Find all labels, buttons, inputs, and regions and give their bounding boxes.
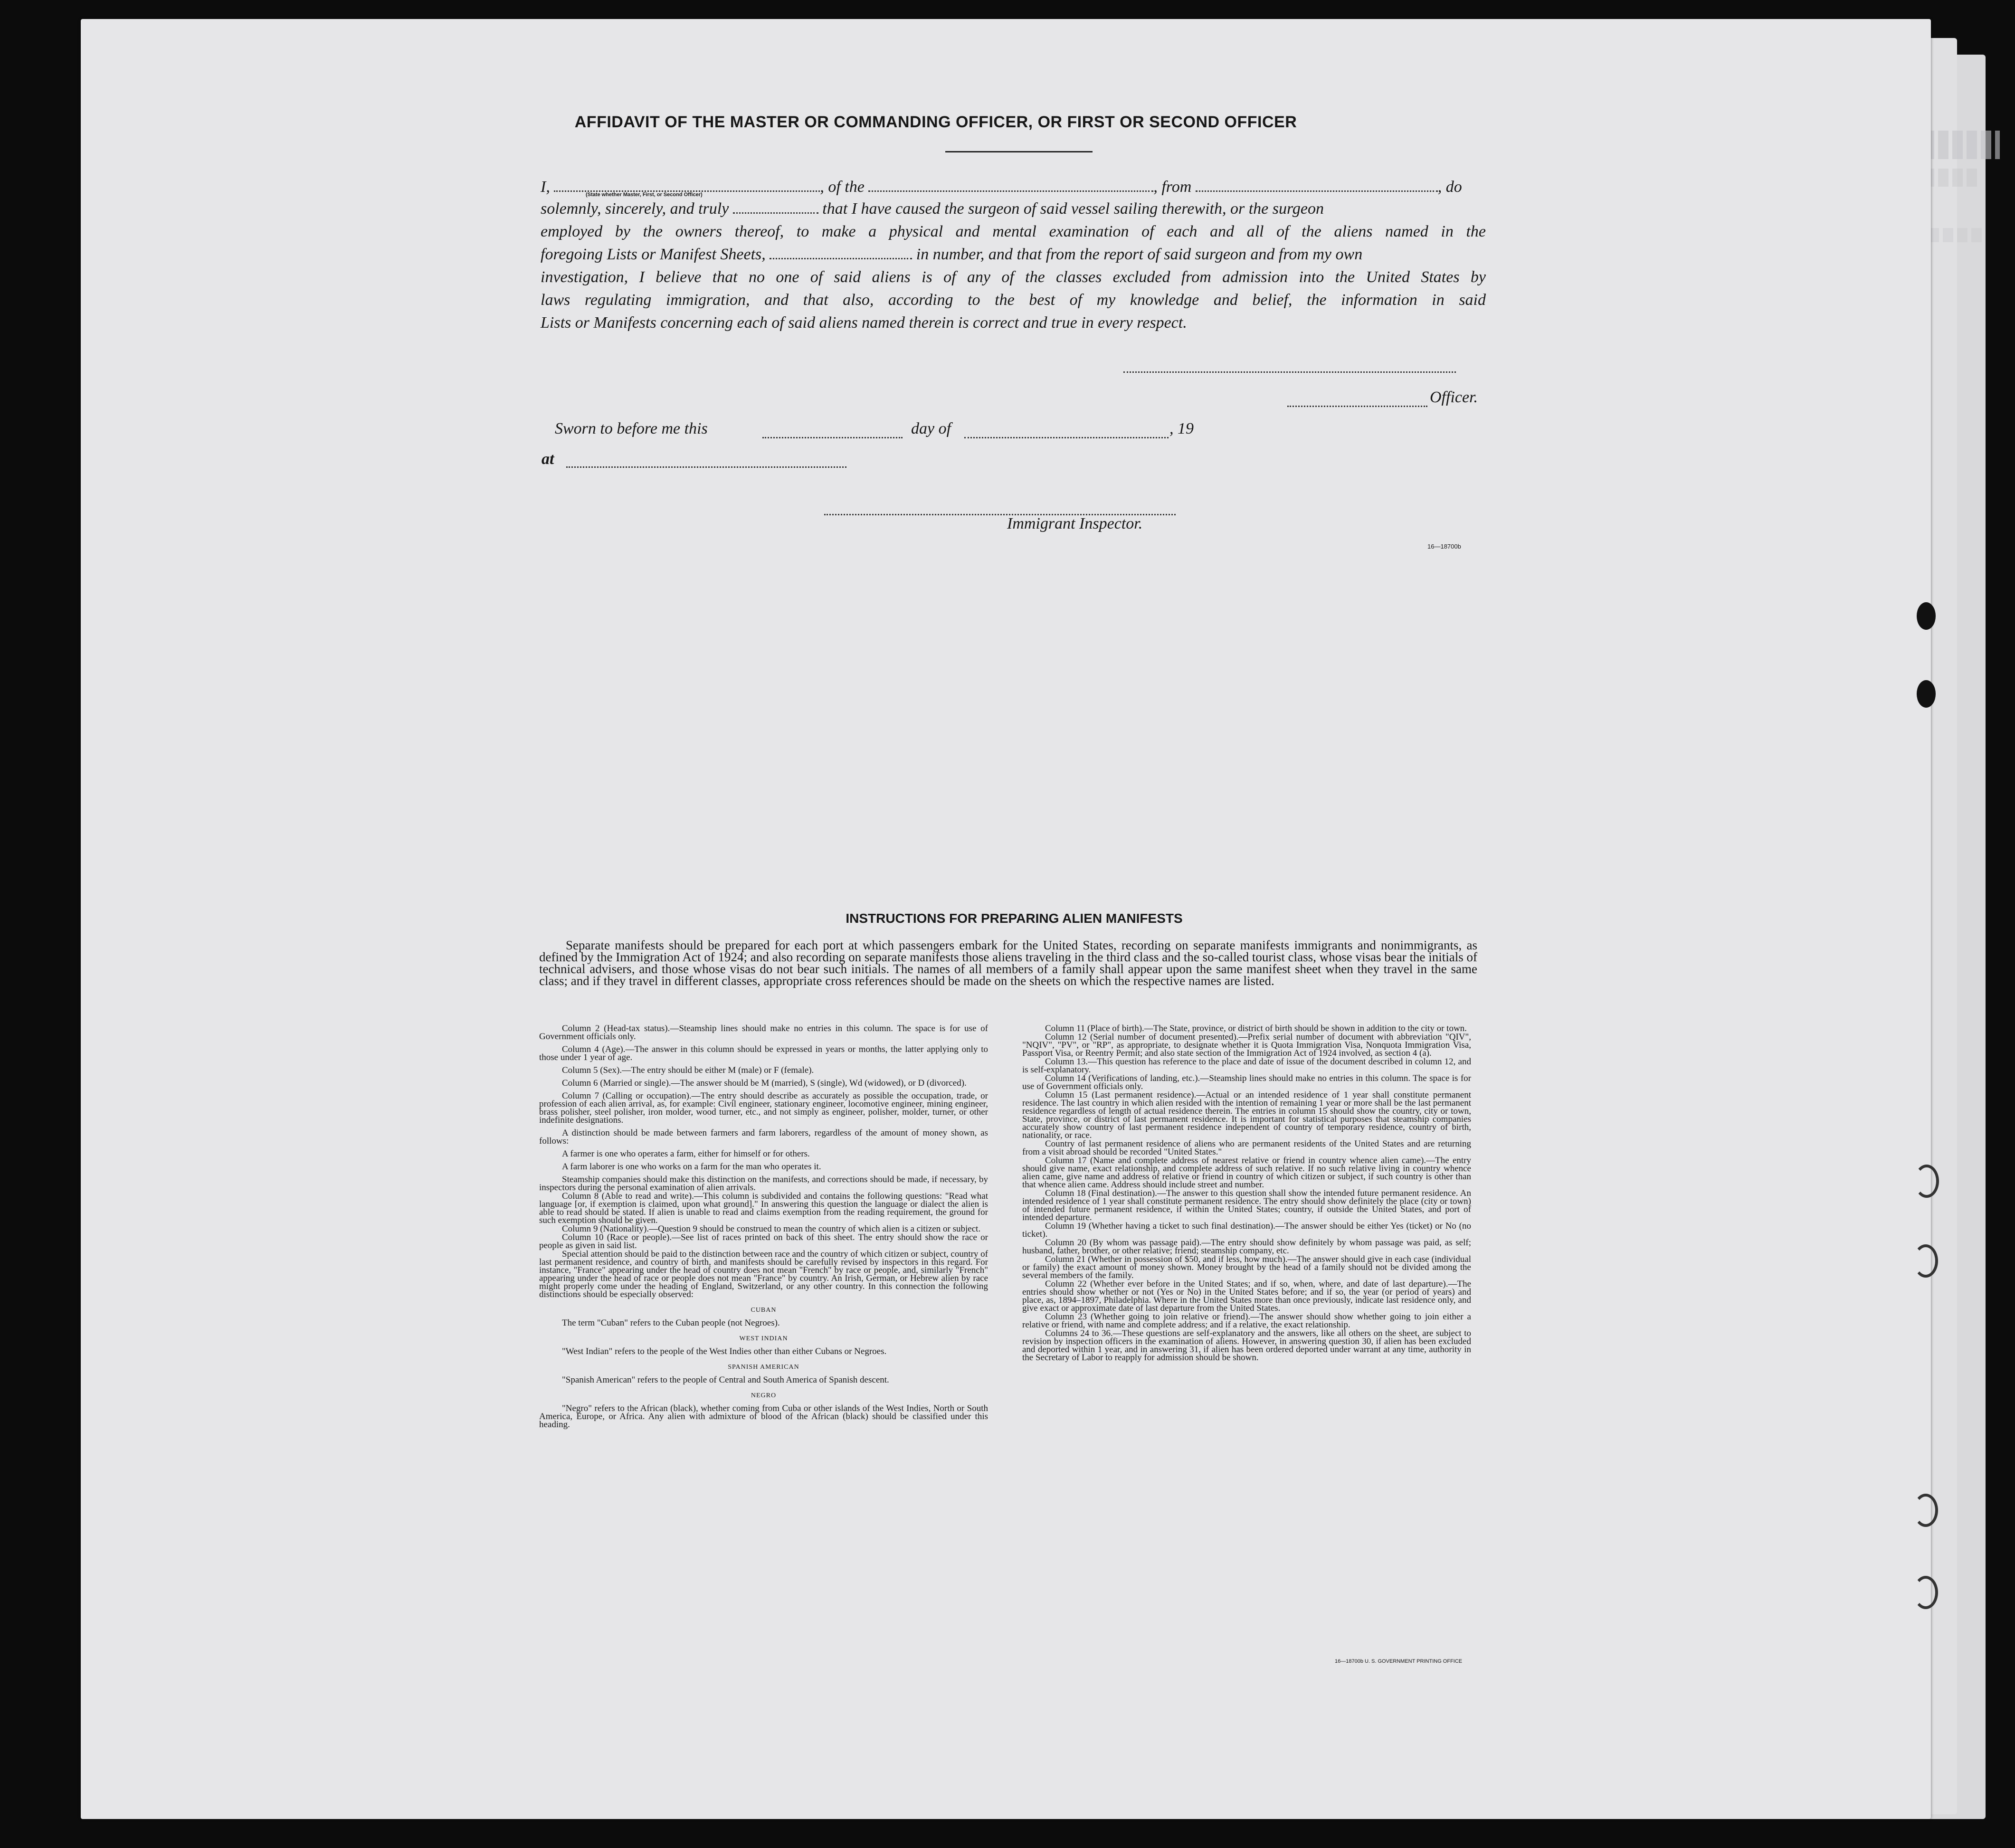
instruction-paragraph: Columns 24 to 36.—These questions are self-explanatory and the answers, like all others on the sheet, are subject to revision by inspection officers in the examination of aliens. However, in answering question 30, if alien has been excluded and deported within 1 year, and in answering 31, if alien has been ordered deported under warrant at any time, authority in the Secretary of Labor to reapply for admission should be shown. (1022, 1328, 1471, 1363)
sheet-count-field[interactable] (770, 257, 912, 259)
officer-rank-line[interactable] (1287, 405, 1427, 407)
punch-hole (1913, 1494, 1938, 1527)
instruction-paragraph: Column 13.—This question has reference to the place and date of issue of the document described in column 12, and is self-explanatory. (1022, 1057, 1471, 1075)
punch-hole (1917, 602, 1936, 630)
instruction-paragraph: Column 15 (Last permanent residence).—Actual or an intended residence of 1 year shall constitute permanent residence. The last country in which alien resided with the intention of remaining 1 year or more shall be the last permanent residence regardless of length of actual residence therein. The entries in column 15 should show the country, city or town, State, province, or district of last permanent residence. It is important for statistical purposes that steamship companies accurately show country of last permanent residence independent of country of temporary residence, country of birth, nationality, or race. (1022, 1090, 1471, 1140)
instruction-paragraph: Column 8 (Able to read and write).—This column is subdivided and contains the following questions: "Read what language [or, if exemption is claimed, upon what ground]." In answering this question the language or dialect the alien is able to read should be stated. If alien is unable to read and claims exemption from the reading requirement, the ground for such exemption should be given. (539, 1191, 988, 1225)
affidavit-i: I, (541, 178, 550, 196)
affidavit-text: foregoing Lists or Manifest Sheets, (541, 246, 766, 263)
instructions-left-column (539, 1024, 988, 1433)
section-heading-west-indian: WEST INDIAN (739, 1335, 788, 1342)
instruction-paragraph: Column 14 (Verifications of landing, etc.).—Steamship lines should make no entries in this column. The space is for use of Government officials only. (1022, 1073, 1471, 1091)
instruction-paragraph: A farmer is one who operates a farm, either for himself or for others. (562, 1149, 810, 1159)
officer-rank-note: (State whether Master, First, or Second Officer) (586, 192, 703, 198)
vessel-name-field[interactable] (868, 190, 1153, 192)
instruction-paragraph: Column 10 (Race or people).—See list of races printed on back of this sheet. The entry should show the race or people as given in said list. (539, 1232, 988, 1251)
instruction-paragraph: Column 9 (Nationality).—Question 9 should be construed to mean the country of which alien is a citizen or subject. (562, 1224, 981, 1234)
title-rule (945, 151, 1093, 152)
punch-hole (1917, 680, 1936, 708)
sworn-label: Sworn to before me this (555, 420, 708, 437)
affidavit-line-5: investigation, I believe that no one of said aliens is of any of the classes excluded from admission into the United States by (541, 268, 1486, 286)
instruction-paragraph: Column 2 (Head-tax status).—Steamship lines should make no entries in this column. The space is for use of Government officials only. (539, 1024, 988, 1042)
sworn-place-field[interactable] (566, 465, 846, 468)
punch-hole (1913, 1244, 1938, 1278)
affidavit-line-4 (541, 243, 1486, 266)
instruction-paragraph: A farm laborer is one who works on a farm for the man who operates it. (562, 1162, 821, 1172)
officer-label: Officer. (1430, 389, 1478, 406)
instruction-paragraph: A distinction should be made between farmers and farm laborers, regardless of the amount of money shown, as follows: (539, 1128, 988, 1146)
instruction-paragraph: Column 19 (Whether having a ticket to such final destination).—The answer should be either Yes (ticket) or No (no ticket). (1022, 1221, 1471, 1239)
instruction-paragraph: "West Indian" refers to the people of the West Indies other than either Cubans or Negroes. (562, 1346, 887, 1356)
affidavit-of-the: , of the (820, 178, 865, 196)
sworn-month-field[interactable] (964, 436, 1169, 438)
instruction-paragraph: "Negro" refers to the African (black), whether coming from Cuba or other islands of the West Indies, North or South America, Europe, or Africa. Any alien with admixture of blood of the African (black) should be classified under this heading. (539, 1403, 988, 1430)
instruction-paragraph: Column 4 (Age).—The answer in this column should be expressed in years or months, the latter applying only to those under 1 year of age. (539, 1044, 988, 1062)
instructions-right-column (1022, 1024, 1471, 1362)
affidavit-line-3: employed by the owners thereof, to make a physical and mental examination of each and all of the aliens named in the (541, 223, 1486, 240)
punch-hole (1914, 1165, 1939, 1198)
instruction-paragraph: Steamship companies should make this distinction on the manifests, and corrections should be made, if necessary, by inspectors during the personal examination of alien arrivals. (539, 1175, 988, 1193)
punch-hole (1913, 1576, 1938, 1609)
affidavit-do: , do (1437, 178, 1462, 196)
day-of-label: day of (911, 420, 951, 437)
affidavit-line-6: laws regulating immigration, and that also, according to the best of my knowledge and belief, the information in said (541, 291, 1486, 309)
affidavit-line-7: Lists or Manifests concerning each of said aliens named therein is correct and true in every respect. (541, 314, 1187, 332)
port-from-field[interactable] (1196, 190, 1438, 192)
instruction-paragraph: Column 7 (Calling or occupation).—The entry should describe as accurately as possible the occupation, trade, or profession of each alien arrival, as, for example: Civil engineer, stationary engineer, locomotive engineer, mining engineer, brass polisher, steel polisher, iron molder, wood turner, etc., and not simply as engineer, polisher, molder, turner, or other indefinite designations. (539, 1091, 988, 1125)
section-heading-cuban: CUBAN (751, 1307, 777, 1314)
instruction-paragraph: Column 23 (Whether going to join relative or friend).—The answer should show whether going to join either a relative or friend, with name and complete address; and if a relative, the exact relationship. (1022, 1312, 1471, 1330)
sworn-day-field[interactable] (762, 436, 903, 438)
year-label: , 19 (1169, 420, 1194, 437)
instruction-paragraph: Column 17 (Name and complete address of nearest relative or friend in country whence alien came).—The entry should give name, exact relationship, and complete address of such relative. If no such relative living in country whence alien came, give name and address of relative or friend in country of which citizen or subject, if such country is other than that whence alien came. Address should include street and number. (1022, 1156, 1471, 1190)
section-heading-negro: NEGRO (751, 1392, 777, 1399)
affidavit-line-2 (541, 198, 1486, 220)
instruction-paragraph: Column 22 (Whether ever before in the United States; and if so, when, where, and date of last departure).—The entries should show whether or not (Yes or No) in the United States before; and if so, the year (or period of years) and place, as, 1894–1897, Philadelphia. Where in the United States more than once previously, indicate last residence only, and give exact or approximate date of last departure from the United States. (1022, 1279, 1471, 1313)
instruction-paragraph: Special attention should be paid to the distinction between race and the country of which citizen or subject, country of last permanent residence, and country of birth, and manifests should be carefully revised by inspectors in this regard. For instance, "France" appearing under the head of country does not mean "French" by race or people, and, similarly "French" appearing under the head of race or people does not mean "France" by country. An Irish, German, or Hebrew alien by race might properly come under the heading of England, Switzerland, or any other country. In this connection the following distinctions should be especially observed: (539, 1249, 988, 1299)
instruction-paragraph: Country of last permanent residence of aliens who are permanent residents of the United States and are returning from a visit abroad should be recorded "United States." (1022, 1139, 1471, 1157)
section-heading-spanish-american: SPANISH AMERICAN (728, 1364, 799, 1371)
affidavit-text: that I have caused the surgeon of said vessel sailing therewith, or the surgeon (822, 200, 1324, 218)
affidavit-title: AFFIDAVIT OF THE MASTER OR COMMANDING OFFICER, OR FIRST OR SECOND OFFICER (574, 113, 1297, 131)
inspector-label: Immigrant Inspector. (1007, 515, 1143, 532)
instructions-title: INSTRUCTIONS FOR PREPARING ALIEN MANIFESTS (846, 911, 1183, 926)
instruction-paragraph: Column 20 (By whom was passage paid).—The entry should show definitely by whom passage was paid, as self; husband, father, brother, or other relative; friend; steamship company, etc. (1022, 1238, 1471, 1256)
instruction-paragraph: Column 6 (Married or single).—The answer should be M (married), S (single), Wd (widowed), or D (divorced). (562, 1078, 967, 1088)
instruction-paragraph: Column 21 (Whether in possession of $50, and if less, how much).—The answer should give in each case (individual or family) the exact amount of money shown. Money brought by the head of a family should not be divided among the several members of the family. (1022, 1254, 1471, 1280)
printing-office-footer: 16—18700b U. S. GOVERNMENT PRINTING OFFICE (1335, 1658, 1463, 1664)
at-label: at (542, 450, 554, 468)
affidavit-text: in number, and that from the report of said surgeon and from my own (916, 246, 1363, 263)
oath-field[interactable] (733, 211, 818, 214)
instruction-paragraph: Column 11 (Place of birth).—The State, province, or district of birth should be shown in addition to the city or town. (1045, 1024, 1467, 1033)
instruction-paragraph: Column 5 (Sex).—The entry should be either M (male) or F (female). (562, 1065, 814, 1075)
affidavit-from: , from (1153, 178, 1192, 196)
form-code: 16—18700b (1427, 543, 1461, 550)
officer-signature-line[interactable] (1123, 370, 1456, 373)
affidavit-text: solemnly, sincerely, and truly (541, 200, 729, 218)
instruction-paragraph: Column 18 (Final destination).—The answer to this question shall show the intended future permanent residence. An intended residence of 1 year shall constitute permanent residence. The entry should show definitely the place (city or town) of intended future permanent residence, if within the United States; country, if outside the United States, and port of intended departure. (1022, 1188, 1471, 1223)
instructions-intro: Separate manifests should be prepared for each port at which passengers embark for the United States, recording on separate manifests immigrants and nonimmigrants, as defined by the Immigration Act of 1924; and also recording on separate manifests those aliens traveling in the third class and the so-called tourist class, whose visas bear the initials of technical advisers, and those whose visas do not bear such initials. The names of all members of a family shall appear upon the same manifest sheet when they travel in the same class; and if they travel in different classes, appropriate cross references should be made on the sheets on which the respective names are listed. (539, 938, 1477, 988)
instruction-paragraph: Column 12 (Serial number of document presented).—Prefix serial number of document with abbreviation "QIV", "NQIV", "PV", or "RP", as appropriate, to designate whether it is Quota Immigration Visa, Nonquota Immigration Visa, Passport Visa, or Reentry Permit; and also state section of the Immigration Act of 1924 involved, as section 4 (a). (1022, 1032, 1471, 1058)
instruction-paragraph: The term "Cuban" refers to the Cuban people (not Negroes). (562, 1318, 780, 1328)
instruction-paragraph: "Spanish American" refers to the people of Central and South America of Spanish descent. (562, 1375, 889, 1385)
